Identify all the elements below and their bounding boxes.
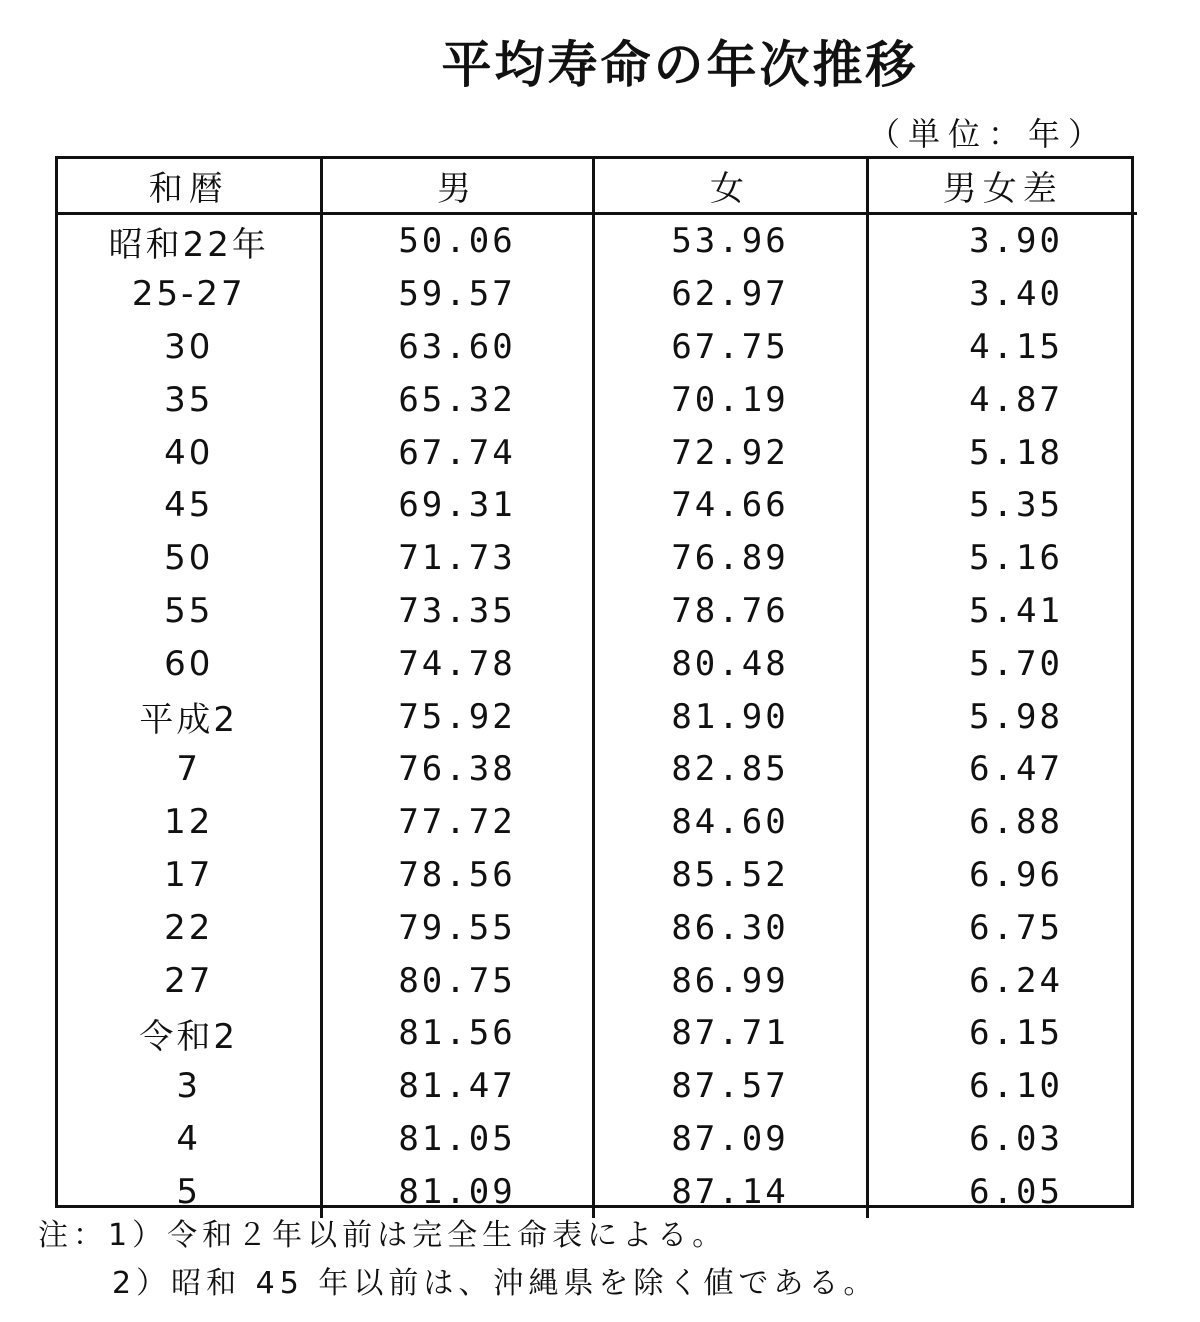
cell-difference: 5.41 [867,585,1137,638]
cell-female: 87.71 [593,1007,867,1060]
cell-difference: 6.05 [867,1165,1137,1218]
cell-male: 73.35 [321,585,593,638]
footnote-2: 2）昭和 45 年以前は、沖縄県を除く値である。 [112,1266,879,1301]
cell-male: 81.47 [321,1060,593,1113]
cell-male: 67.74 [321,426,593,479]
cell-female: 70.19 [593,373,867,426]
cell-female: 62.97 [593,268,867,321]
cell-female: 81.90 [593,690,867,743]
cell-difference: 6.10 [867,1060,1137,1113]
cell-era: 12 [164,802,214,843]
table-row [58,1060,1137,1113]
cell-male: 81.05 [321,1113,593,1166]
table-row [58,743,1137,796]
cell-female: 87.09 [593,1113,867,1166]
cell-difference: 4.87 [867,373,1137,426]
cell-female: 67.75 [593,321,867,374]
table-row [58,690,1137,743]
cell-male: 75.92 [321,690,593,743]
table-row [58,426,1137,479]
cell-era: 25-27 [131,274,246,315]
cell-female: 86.99 [593,954,867,1007]
life-expectancy-table-frame [55,156,1134,1212]
table-row [58,796,1137,849]
cell-female: 86.30 [593,901,867,954]
cell-era: 50 [164,538,214,579]
cell-era: 平成2 [139,700,239,741]
cell-difference: 5.16 [867,532,1137,585]
cell-male: 71.73 [321,532,593,585]
unit-label: （単位：年） [868,115,1109,153]
cell-male: 76.38 [321,743,593,796]
table-row [58,532,1137,585]
table-row [58,1113,1137,1166]
cell-era: 5 [176,1171,202,1212]
cell-male: 80.75 [321,954,593,1007]
cell-era: 22 [164,907,214,948]
cell-era: 45 [164,485,214,526]
cell-era: 7 [176,749,202,790]
cell-female: 82.85 [593,743,867,796]
cell-era: 35 [164,379,214,420]
table-row [58,321,1137,374]
table-row [58,1007,1137,1060]
cell-difference: 5.35 [867,479,1137,532]
table-row [58,901,1137,954]
cell-male: 77.72 [321,796,593,849]
cell-difference: 5.18 [867,426,1137,479]
cell-male: 81.09 [321,1165,593,1218]
cell-difference: 3.40 [867,268,1137,321]
cell-difference: 5.70 [867,637,1137,690]
cell-era: 4 [176,1118,202,1159]
table-row [58,1165,1137,1218]
cell-female: 53.96 [593,214,867,268]
cell-difference: 6.15 [867,1007,1137,1060]
footnote-1: 注：1）令和２年以前は完全生命表による。 [38,1218,728,1253]
cell-male: 78.56 [321,849,593,902]
footnotes [38,1212,878,1308]
cell-male: 59.57 [321,268,593,321]
cell-female: 84.60 [593,796,867,849]
table-row [58,585,1137,638]
cell-difference: 3.90 [867,214,1137,268]
cell-female: 85.52 [593,849,867,902]
page-title: 平均寿命の年次推移 [441,36,919,94]
cell-era: 30 [164,326,214,367]
cell-difference: 5.98 [867,690,1137,743]
cell-male: 63.60 [321,321,593,374]
cell-male: 69.31 [321,479,593,532]
table-row [58,373,1137,426]
cell-difference: 6.88 [867,796,1137,849]
cell-difference: 6.24 [867,954,1137,1007]
cell-female: 76.89 [593,532,867,585]
header-difference: 男女差 [867,159,1137,214]
table-header-row [58,159,1137,214]
table-row [58,479,1137,532]
cell-female: 87.57 [593,1060,867,1113]
cell-era: 60 [164,643,214,684]
cell-difference: 4.15 [867,321,1137,374]
table-row [58,214,1137,268]
cell-era: 17 [164,854,214,895]
cell-female: 87.14 [593,1165,867,1218]
cell-era: 40 [164,432,214,473]
header-era: 和暦 [58,159,321,214]
table-row [58,849,1137,902]
cell-male: 79.55 [321,901,593,954]
cell-difference: 6.47 [867,743,1137,796]
cell-era: 令和2 [139,1016,239,1057]
cell-difference: 6.75 [867,901,1137,954]
cell-female: 80.48 [593,637,867,690]
cell-era: 3 [176,1066,202,1107]
header-female: 女 [593,159,867,214]
table-body [58,214,1137,1219]
cell-male: 50.06 [321,214,593,268]
cell-female: 72.92 [593,426,867,479]
cell-female: 78.76 [593,585,867,638]
life-expectancy-table [58,159,1137,1218]
table-row [58,637,1137,690]
cell-male: 74.78 [321,637,593,690]
cell-male: 65.32 [321,373,593,426]
cell-male: 81.56 [321,1007,593,1060]
header-male: 男 [321,159,593,214]
cell-era: 昭和22年 [108,224,269,265]
cell-era: 27 [164,960,214,1001]
cell-era: 55 [164,590,214,631]
cell-difference: 6.03 [867,1113,1137,1166]
table-row [58,954,1137,1007]
table-row [58,268,1137,321]
cell-female: 74.66 [593,479,867,532]
cell-difference: 6.96 [867,849,1137,902]
